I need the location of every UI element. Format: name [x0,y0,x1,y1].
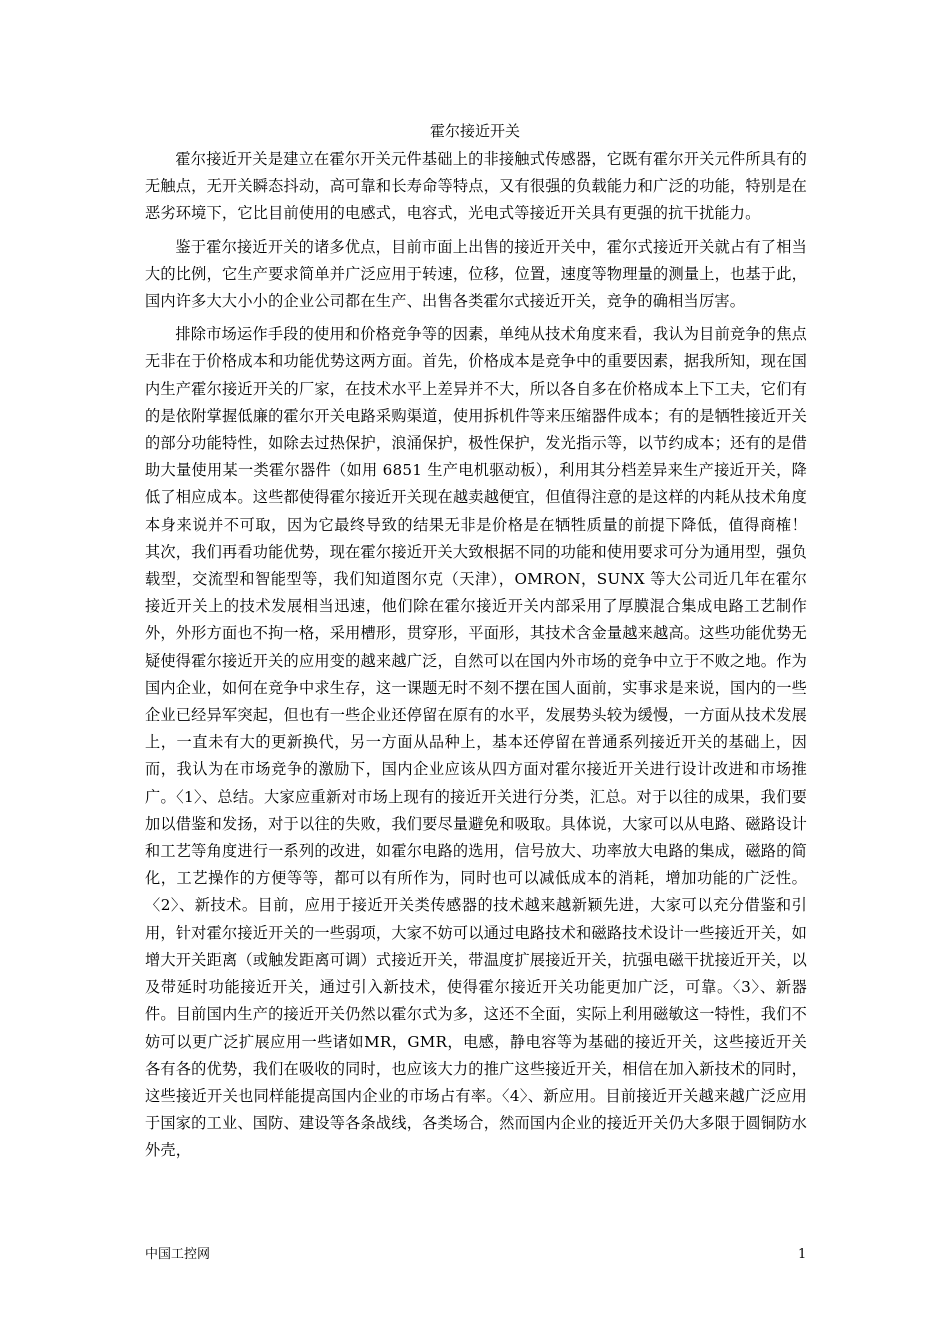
document-body [145,146,807,1171]
paragraph-1: 霍尔接近开关是建立在霍尔开关元件基础上的非接触式传感器，它既有霍尔开关元件所具有的无触点，无开关瞬态抖动，高可靠和长寿命等特点，又有很强的负载能力和广泛的功能，特别是在恶劣环境下，它比目前使用的电感式，电容式，光电式等接近开关具有更强的抗干扰能力。 [145,150,807,223]
page-number: 1 [798,1247,807,1262]
document-title: 霍尔接近开关 [429,122,520,140]
paragraph-3: 排除市场运作手段的使用和价格竞争等的因素，单纯从技术角度来看，我认为目前竞争的焦点无非在于价格成本和功能优势这两方面。首先，价格成本是竞争中的重要因素，据我所知，现在国内生产霍尔接近开关的厂家，在技术水平上差异并不大，所以各自多在价格成本上下工夫，它们有的是依附掌握低廉的霍尔开关电路采购渠道，使用拆机件等来压缩器件成本；有的是牺牲接近开关的部分功能特性，如除去过热保护，浪涌保护，极性保护，发光指示等，以节约成本；还有的是借助大量使用某一类霍尔器件（如用 6851 生产电机驱动板），利用其分档差异来生产接近开关，降低了相应成本。这些都使得霍尔接近开关现在越卖越便宜，但值得注意的是这样的内耗从技术角度本身来说并不可取，因为它最终导致的结果无非是价格是在牺牲质量的前提下降低，值得商榷！ 其次，我们再看功能优势，现在霍尔接近开关大致根据不同的功能和使用要求可分为通用型，强负载型，交流型和智能型等，我们知道图尔克（天津），OMRON，SUNX 等大公司近几年在霍尔接近开关上的技术发展相当迅速，他们除在霍尔接近开关内部采用了厚膜混合集成电路工艺制作外，外形方面也不拘一格，采用槽形，贯穿形，平面形，其技术含金量越来越高。这些功能优势无疑使得霍尔接近开关的应用变的越来越广泛，自然可以在国内外市场的竞争中立于不败之地。作为国内企业，如何在竞争中求生存，这一课题无时不刻不摆在国人面前，实事求是来说，国内的一些企业已经异军突起，但也有一些企业还停留在原有的水平，发展势头较为缓慢，一方面从技术发展上，一直未有大的更新换代，另一方面从品种上，基本还停留在普通系列接近开关的基础上，因而，我认为在市场竞争的激励下，国内企业应该从四方面对霍尔接近开关进行设计改进和市场推广。〈1〉、总结。大家应重新对市场上现有的接近开关进行分类，汇总。对于以往的成果，我们要加以借鉴和发扬，对于以往的失败，我们要尽量避免和吸取。具体说，大家可以从电路、磁路设计和工艺等角度进行一系列的改进，如霍尔电路的选用，信号放大、功率放大电路的集成，磁路的简化，工艺操作的方便等等，都可以有所作为，同时也可以减低成本的消耗，增加功能的广泛性。〈2〉、新技术。目前，应用于接近开关类传感器的技术越来越新颖先进，大家可以充分借鉴和引用，针对霍尔接近开关的一些弱项，大家不妨可以通过电路技术和磁路技术设计一些接近开关，如增大开关距离（或触发距离可调）式接近开关，带温度扩展接近开关，抗强电磁干扰接近开关，以及带延时功能接近开关，通过引入新技术，使得霍尔接近开关功能更加广泛，可靠。〈3〉、新器件。目前国内生产的接近开关仍然以霍尔式为多，这还不全面，实际上利用磁敏这一特性，我们不妨可以更广泛扩展应用一些诸如MR，GMR，电感，静电容等为基础的接近开关，这些接近开关各有各的优势，我们在吸收的同时，也应该大力的推广这些接近开关，相信在加入新技术的同时，这些接近开关也同样能提高国内企业的市场占有率。〈4〉、新应用。目前接近开关越来越广泛应用于国家的工业、国防、建设等各条战线，各类场合，然而国内企业的接近开关仍大多限于圆铜防水外壳， [145,325,807,1160]
footer-source: 中国工控网 [145,1247,211,1262]
paragraph-2: 鉴于霍尔接近开关的诸多优点，目前市面上出售的接近开关中，霍尔式接近开关就占有了相当大的比例，它生产要求简单并广泛应用于转速，位移，位置，速度等物理量的测量上，也基于此，国内许多大大小小的企业公司都在生产、出售各类霍尔式接近开关，竞争的确相当厉害。 [145,237,807,311]
